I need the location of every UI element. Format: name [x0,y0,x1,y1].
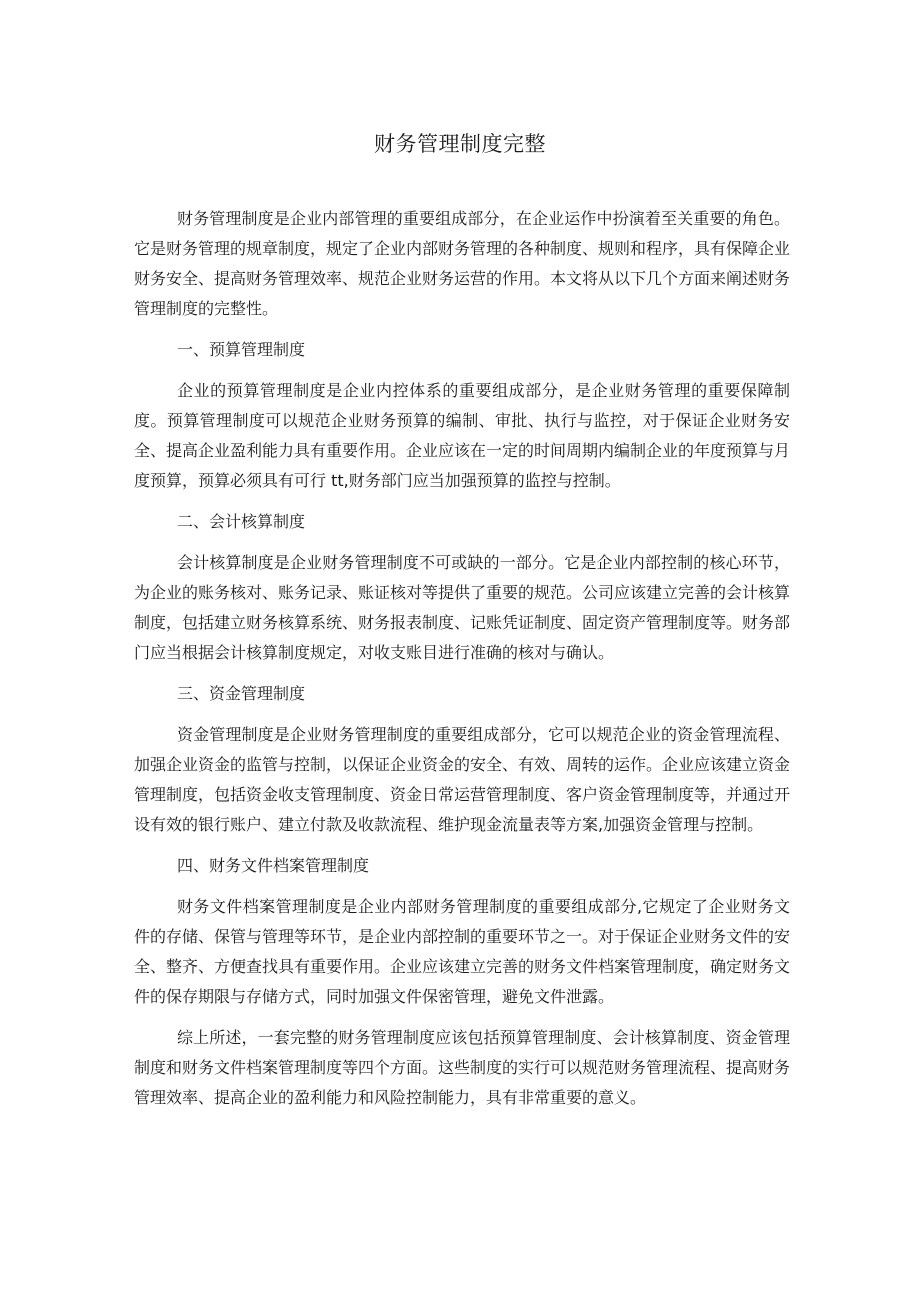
section-heading-funds: 三、资金管理制度 [177,684,306,703]
conclusion-paragraph: 综上所述，一套完整的财务管理制度应该包括预算管理制度、会计核算制度、资金管理制度和财务文件档案管理制度等四个方面。这些制度的实行可以规范财务管理流程、提高财务管理效率、提高企业的盈利能力和风险控制能力，具有非常重要的意义。 [134,1028,791,1107]
section-heading-accounting: 二、会计核算制度 [177,512,306,531]
section-body-funds: 资金管理制度是企业财务管理制度的重要组成部分，它可以规范企业的资金管理流程、加强企业资金的监管与控制，以保证企业资金的安全、有效、周转的运作。企业应该建立资金管理制度，包括资金收支管理制度、资金日常运营管理制度、客户资金管理制度等，并通过开设有效的银行账户、建立付款及收款流程、维护现金流量表等方案,加强资金管理与控制。 [134,725,791,834]
section-body-accounting: 会计核算制度是企业财务管理制度不可或缺的一部分。它是企业内部控制的核心环节，为企业的账务核对、账务记录、账证核对等提供了重要的规范。公司应该建立完善的会计核算制度，包括建立财务核算系统、财务报表制度、记账凭证制度、固定资产管理制度等。财务部门应当根据会计核算制度规定，对收支账目进行准确的核对与确认。 [134,553,791,662]
section-heading-budget: 一、预算管理制度 [177,340,306,359]
document-title: 财务管理制度完整 [374,132,546,156]
section-heading-archives: 四、财务文件档案管理制度 [177,856,370,875]
section-body-archives: 财务文件档案管理制度是企业内部财务管理制度的重要组成部分,它规定了企业财务文件的存储、保管与管理等环节，是企业内部控制的重要环节之一。对于保证企业财务文件的安全、整齐、方便查找具有重要作用。企业应该建立完善的财务文件档案管理制度，确定财务文件的保存期限与存储方式，同时加强文件保密管理，避免文件泄露。 [134,897,791,1006]
section-body-budget: 企业的预算管理制度是企业内控体系的重要组成部分，是企业财务管理的重要保障制度。预算管理制度可以规范企业财务预算的编制、审批、执行与监控，对于保证企业财务安全、提高企业盈利能力具有重要作用。企业应该在一定的时间周期内编制企业的年度预算与月度预算，预算必须具有可行 tt,财务部门应当加强预算的监控与控制。 [134,381,791,490]
intro-paragraph: 财务管理制度是企业内部管理的重要组成部分，在企业运作中扮演着至关重要的角色。它是财务管理的规章制度，规定了企业内部财务管理的各种制度、规则和程序，具有保障企业财务安全、提高财务管理效率、规范企业财务运营的作用。本文将从以下几个方面来阐述财务管理制度的完整性。 [134,209,791,318]
document-body [134,204,790,1124]
